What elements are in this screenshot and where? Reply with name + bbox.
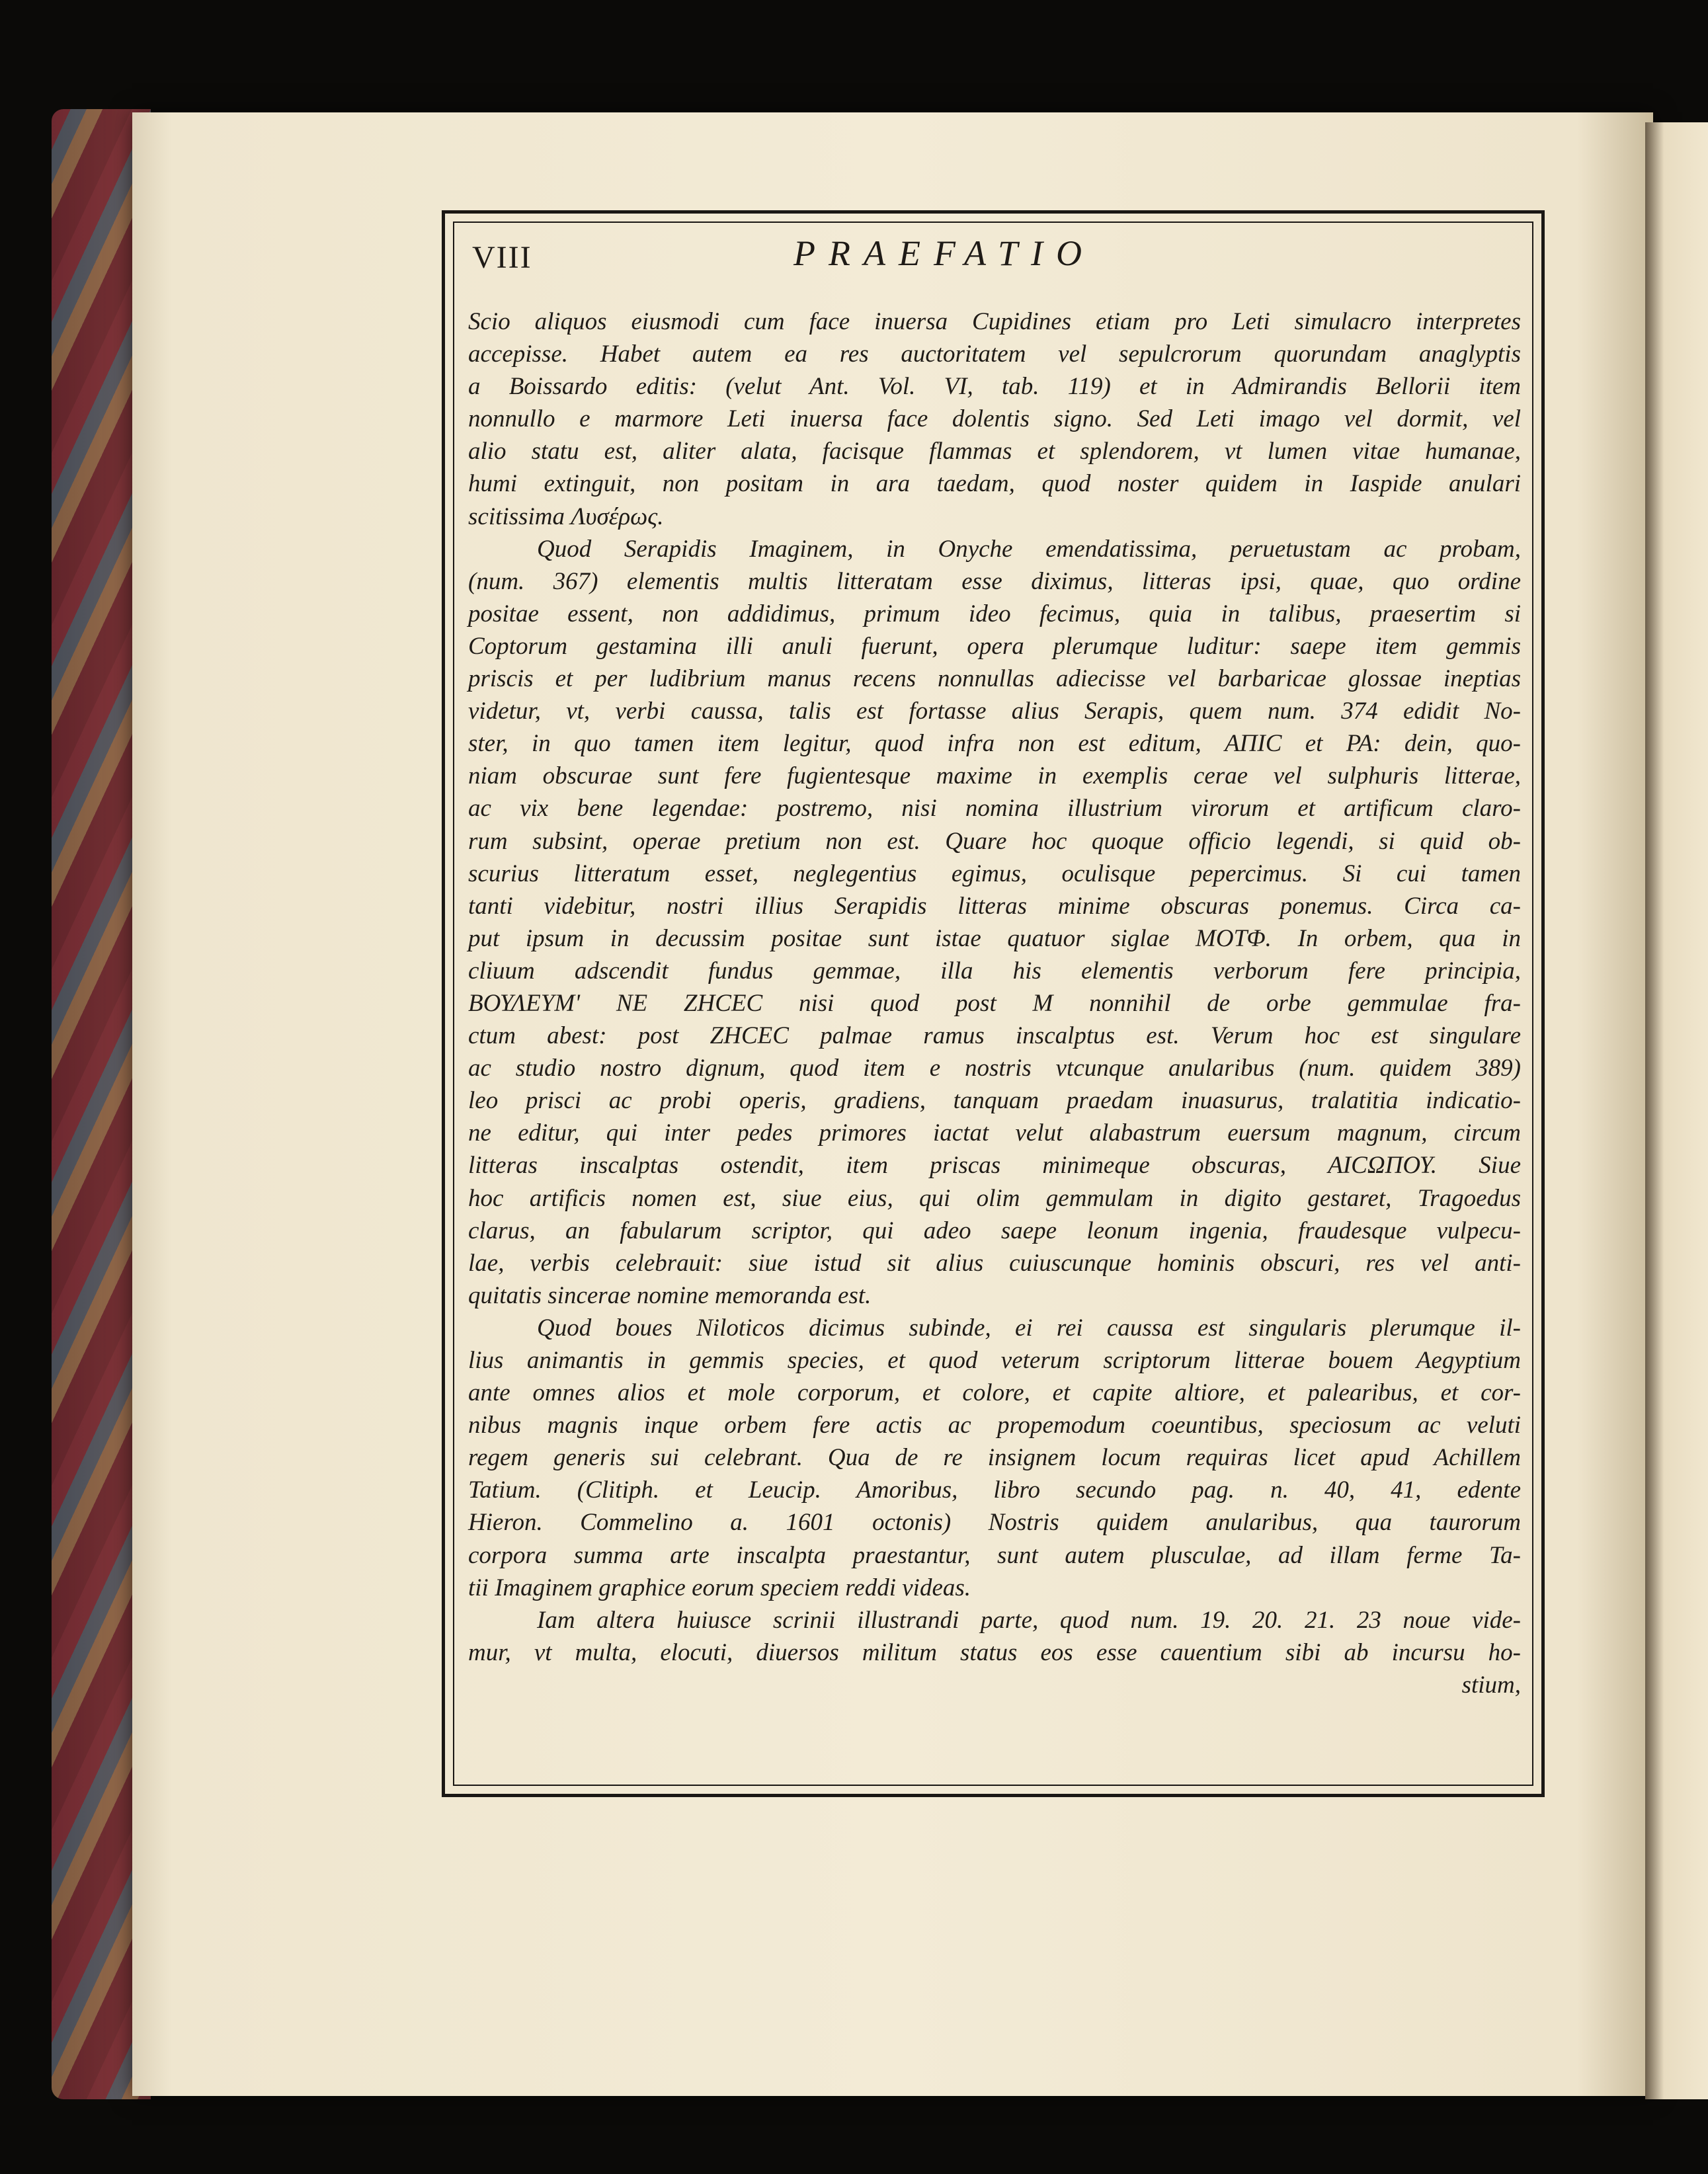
text-line: Quod boues Niloticos dicimus subinde, ei rei caussa est singularis plerumque il- [537, 1314, 1521, 1342]
text-line: lae, verbis celebrauit: siue istud sit alius cuiuscunque hominis obscuri, res vel anti- [468, 1249, 1521, 1277]
text-line: ac studio nostro dignum, quod item e nostris vtcunque anularibus (num. quidem 389) [468, 1055, 1521, 1082]
text-line: hoc artificis nomen est, siue eius, qui olim gemmulam in digito gestaret, Tragoedus [468, 1184, 1521, 1212]
text-line: put ipsum in decussim positae sunt istae quatuor siglae ΜΟΤΦ. In orbem, qua in [468, 924, 1521, 952]
text-line: corpora summa arte inscalpta praestantur, sunt autem plusculae, ad illam ferme Ta- [468, 1541, 1521, 1569]
text-line: nonnullo e marmore Leti inuersa face dolentis signo. Sed Leti imago vel dormit, vel [468, 405, 1521, 433]
text-line: ac vix bene legendae: postremo, nisi nomina illustrium virorum et artificum claro- [468, 795, 1521, 823]
text-line: scurius litteratum esset, neglegentius egimus, oculisque pepercimus. Si cui tamen [468, 860, 1521, 887]
text-line: Iam altera huiusce scrinii illustrandi parte, quod num. 19. 20. 21. 23 noue vide- [537, 1606, 1521, 1634]
text-line: alio statu est, aliter alata, facisque flammas et splendorem, vt lumen vitae humanae, [468, 438, 1521, 465]
text-line: quitatis sincerae nomine memoranda est. [468, 1281, 872, 1309]
text-line: tanti videbitur, nostri illius Serapidis litteras minime obscuras ponemus. Circa ca- [468, 892, 1521, 920]
text-line: regem generis sui celebrant. Qua de re insignem locum requiras licet apud Achillem [468, 1444, 1521, 1472]
text-line: ster, in quo tamen item legitur, quod infra non est editum, ΑΠΙC et ΡΑ: dein, quo- [468, 730, 1521, 758]
paragraph-4 [468, 1604, 1521, 1701]
text-line: cliuum adscendit fundus gemmae, illa his elementis verborum fere principia, [468, 957, 1521, 985]
text-line: ctum abest: post ΖΗCΕC palmae ramus inscalptus est. Verum hoc est singulare [468, 1022, 1521, 1050]
text-line: nibus magnis inque orbem fere actis ac propemodum coeuntibus, speciosum ac veluti [468, 1412, 1521, 1439]
text-line: ante omnes alios et mole corporum, et colore, et capite altiore, et palearibus, et cor- [468, 1379, 1521, 1407]
text-line: Hieron. Commelino a. 1601 octonis) Nostris quidem anularibus, qua taurorum [468, 1509, 1521, 1537]
text-line: tii Imaginem graphice eorum speciem reddi videas. [468, 1574, 971, 1601]
text-line: videtur, vt, verbi caussa, talis est fortasse alius Serapis, quem num. 374 edidit No- [468, 698, 1521, 725]
text-line: mur, vt multa, elocuti, diuersos militum status eos esse cauentium sibi ab incursu ho- [468, 1638, 1521, 1666]
text-line: a Boissardo editis: (velut Ant. Vol. VI, tab. 119) et in Admirandis Bellorii item [468, 373, 1521, 401]
paragraph-2 [468, 533, 1521, 1312]
text-line: (num. 367) elementis multis litteratam esse diximus, litteras ipsi, quae, quo ordine [468, 567, 1521, 595]
text-line: ΒΟΥΛΕΥΜ' ΝΕ ΖΗCΕC nisi quod post Μ nonnihil de orbe gemmulae fra- [468, 989, 1521, 1017]
paragraph-1 [468, 305, 1521, 533]
text-line: priscis et per ludibrium manus recens nonnullas adiecisse vel barbaricae glossae ineptias [468, 665, 1521, 693]
text-line: humi extinguit, non positam in ara taedam, quod noster quidem in Iaspide anulari [468, 470, 1521, 498]
text-line: clarus, an fabularum scriptor, qui adeo saepe leonum ingenia, fraudesque vulpecu- [468, 1217, 1521, 1244]
text-line: Coptorum gestamina illi anuli fuerunt, opera plerumque luditur: saepe item gemmis [468, 632, 1521, 660]
catchword-line: stium, [1461, 1671, 1521, 1699]
text-line: lius animantis in gemmis species, et quod veterum scriptorum litterae bouem Aegyptium [468, 1347, 1521, 1374]
text-line: Scio aliquos eiusmodi cum face inuersa Cupidines etiam pro Leti simulacro interpretes [468, 308, 1521, 335]
text-line: rum subsint, operae pretium non est. Quare hoc quoque officio legendi, si quid ob- [468, 827, 1521, 855]
running-head: PRAEFATIO [793, 233, 1095, 273]
text-line: Quod Serapidis Imaginem, in Onyche emendatissima, peruetustam ac probam, [537, 535, 1521, 563]
text-line: scitissima Λυσέρως. [468, 503, 664, 530]
page-number: VIII [472, 240, 532, 275]
text-line: accepisse. Habet autem ea res auctoritatem vel sepulcrorum quorundam anaglyptis [468, 341, 1521, 368]
text-line: positae essent, non addidimus, primum ideo fecimus, quia in talibus, praesertim si [468, 600, 1521, 627]
body-text [468, 305, 1521, 1701]
text-line: litteras inscalptas ostendit, item priscas minimeque obscuras, ΑΙCΩΠΟΥ. Siue [468, 1152, 1521, 1180]
text-line: Tatium. (Clitiph. et Leucip. Amoribus, libro secundo pag. n. 40, 41, edente [468, 1476, 1521, 1504]
text-line: ne editur, qui inter pedes primores iactat velut alabastrum euersum magnum, circum [468, 1119, 1521, 1147]
facing-page-edge [1645, 122, 1708, 2099]
text-line: leo prisci ac probi operis, gradiens, tanquam praedam inuasurus, tralatitia indicatio- [468, 1087, 1521, 1115]
paragraph-3 [468, 1312, 1521, 1604]
text-line: niam obscurae sunt fere fugientesque maxime in exemplis cerae vel sulphuris litterae, [468, 762, 1521, 790]
